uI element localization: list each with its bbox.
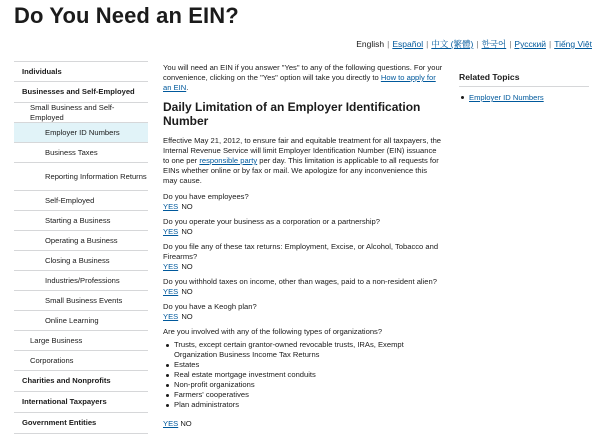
- lang-english[interactable]: English: [356, 39, 385, 49]
- intro-text: [163, 63, 443, 93]
- question-corporation: [163, 217, 443, 237]
- lang-divider: |: [509, 39, 512, 49]
- sidebar-item-closing-business[interactable]: Closing a Business: [14, 251, 148, 271]
- lang-divider: |: [426, 39, 429, 49]
- lang-korean[interactable]: 한국어: [481, 39, 507, 49]
- question-text: Do you withhold taxes on income, other than wages, paid to a non-resident alien?: [163, 277, 437, 287]
- no-option[interactable]: NO: [180, 419, 192, 428]
- organizations-answer: [163, 419, 192, 428]
- sidebar-item-online-learning[interactable]: Online Learning: [14, 311, 148, 331]
- list-item: Plan administrators: [163, 400, 443, 410]
- no-option[interactable]: NO: [181, 226, 193, 236]
- related-topics: [459, 72, 589, 102]
- question-text: Do you have employees?: [163, 191, 249, 201]
- sidebar-item-self-employed[interactable]: Self-Employed: [14, 191, 148, 211]
- no-option[interactable]: NO: [181, 312, 193, 322]
- related-topics-list: [459, 93, 589, 102]
- list-item: Non-profit organizations: [163, 380, 443, 390]
- list-item: Farmers' cooperatives: [163, 390, 443, 400]
- sidebar-item-business-taxes[interactable]: Business Taxes: [14, 143, 148, 163]
- question-text: Are you involved with any of the following types of organizations?: [163, 327, 383, 337]
- question-organizations: [163, 327, 443, 410]
- sidebar-item-individuals[interactable]: Individuals: [14, 61, 148, 82]
- list-item: Trusts, except certain grantor-owned revocable trusts, IRAs, Exempt Organization Business Income Tax Returns: [163, 340, 443, 360]
- organization-list: [163, 340, 443, 410]
- lang-russian[interactable]: Русский: [514, 39, 546, 49]
- sidebar-item-reporting-information-returns[interactable]: Reporting Information Returns: [14, 163, 148, 191]
- question-text: Do you operate your business as a corporation or a partnership?: [163, 216, 380, 226]
- sidebar-item-businesses-self-employed[interactable]: Businesses and Self-Employed: [14, 82, 148, 103]
- yes-link[interactable]: YES: [163, 226, 179, 236]
- lang-divider: |: [387, 39, 390, 49]
- lang-divider: |: [548, 39, 552, 49]
- question-withhold-taxes: [163, 277, 443, 297]
- lang-vietnamese[interactable]: Tiếng Việt: [554, 39, 592, 49]
- sidebar-item-large-business[interactable]: Large Business: [14, 331, 148, 351]
- yes-link[interactable]: YES: [163, 287, 179, 297]
- page-title: Do You Need an EIN?: [14, 3, 239, 28]
- list-item: Estates: [163, 360, 443, 370]
- yes-link[interactable]: YES: [163, 201, 179, 211]
- sidebar-item-starting-business[interactable]: Starting a Business: [14, 211, 148, 231]
- sidebar-item-small-business-events[interactable]: Small Business Events: [14, 291, 148, 311]
- apply-ein-link[interactable]: How to apply for an EIN: [163, 73, 436, 93]
- language-selector: [356, 38, 592, 50]
- related-topic-link[interactable]: Employer ID Numbers: [469, 93, 544, 102]
- intro-period: .: [186, 83, 189, 93]
- list-item: Real estate mortgage investment conduits: [163, 370, 443, 380]
- question-tax-returns: [163, 242, 443, 272]
- question-keogh-plan: [163, 302, 443, 322]
- limitation-text: [163, 136, 443, 186]
- lang-divider: |: [476, 39, 479, 49]
- sidebar-item-corporations[interactable]: Corporations: [14, 351, 148, 371]
- responsible-party-link[interactable]: responsible party: [199, 155, 258, 165]
- sidebar-item-operating-business[interactable]: Operating a Business: [14, 231, 148, 251]
- yes-link[interactable]: YES: [163, 262, 179, 271]
- sidebar-item-employer-id-numbers[interactable]: Employer ID Numbers: [14, 123, 148, 143]
- no-option[interactable]: NO: [181, 287, 193, 297]
- no-option[interactable]: NO: [181, 201, 193, 211]
- question-text: Do you have a Keogh plan?: [163, 302, 257, 312]
- sidebar-nav: [14, 61, 148, 434]
- limitation-body: Effective May 21, 2012, to ensure fair and equitable treatment for all taxpayers, the Internal Revenue Service will limit Employer Identification Number (EIN) issuance to one per: [163, 135, 442, 165]
- related-topic-item: [459, 93, 589, 102]
- section-heading: Daily Limitation of an Employer Identification Number: [163, 100, 421, 129]
- sidebar-item-small-business[interactable]: Small Business and Self-Employed: [14, 103, 148, 123]
- no-option[interactable]: NO: [181, 262, 193, 271]
- sidebar-item-industries-professions[interactable]: Industries/Professions: [14, 271, 148, 291]
- yes-link[interactable]: YES: [163, 419, 179, 428]
- sidebar-item-government-entities[interactable]: Government Entities: [14, 413, 148, 434]
- limitation-tail: per day. This limitation is applicable to all requests for EINs whether online or by fax or mail. We apologize for any inconvenience this may cause.: [163, 155, 439, 185]
- question-employees: [163, 192, 443, 212]
- intro-body: You will need an EIN if you answer "Yes" to any of the following questions. For your convenience, clicking on the "Yes" option will take you directly to: [163, 63, 443, 83]
- related-topics-title: Related Topics: [459, 72, 589, 87]
- main-content: [163, 63, 443, 415]
- lang-chinese[interactable]: 中文 (繁體): [431, 39, 474, 49]
- sidebar-item-charities-nonprofits[interactable]: Charities and Nonprofits: [14, 371, 148, 392]
- question-text: Do you file any of these tax returns: Employment, Excise, or Alcohol, Tobacco and Firearms?: [163, 241, 439, 261]
- sidebar-item-international-taxpayers[interactable]: International Taxpayers: [14, 392, 148, 413]
- yes-link[interactable]: YES: [163, 312, 179, 322]
- lang-spanish[interactable]: Español: [392, 39, 424, 49]
